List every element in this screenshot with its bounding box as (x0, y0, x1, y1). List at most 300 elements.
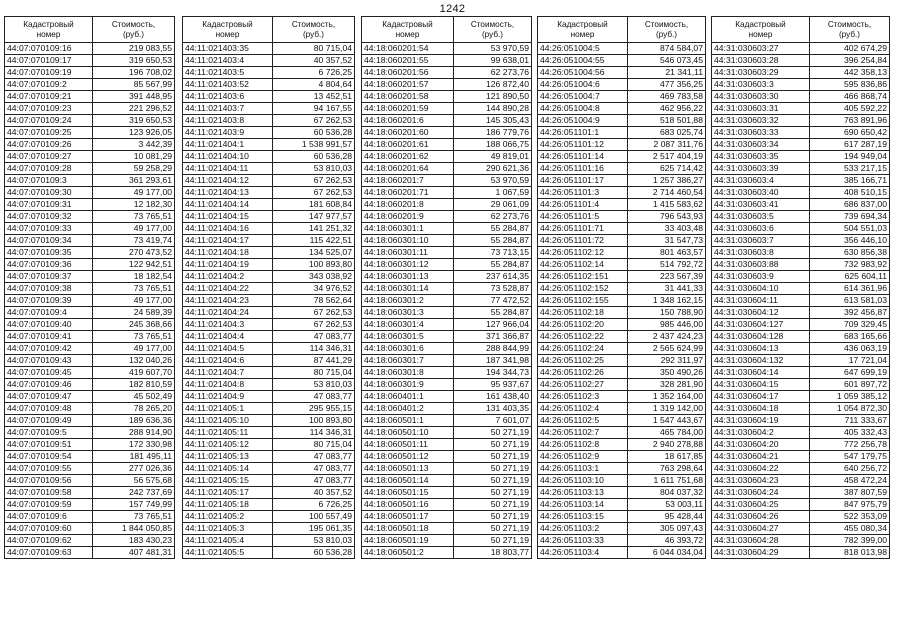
value-cell: 739 694,34 (810, 211, 890, 223)
value-cell: 53 810,03 (273, 379, 355, 391)
value-cell: 469 783,58 (628, 91, 706, 103)
table-row (362, 415, 532, 427)
cadastral-number-cell: 44:18:060501:17 (362, 511, 454, 523)
cadastral-number-cell: 44:07:070109:35 (5, 247, 93, 259)
cadastral-number-cell: 44:07:070109:48 (5, 403, 93, 415)
cadastral-number-cell: 44:18:060301:6 (362, 343, 454, 355)
table-row (538, 283, 706, 295)
header-value-line2: (руб.) (302, 29, 325, 39)
cadastral-number-cell: 44:18:060201:59 (362, 103, 454, 115)
table-row (5, 547, 175, 559)
cadastral-number-cell: 44:11:021403:35 (183, 43, 273, 55)
cadastral-number-cell: 44:11:021405:18 (183, 499, 273, 511)
table-header-row (712, 17, 890, 43)
table-row (712, 235, 890, 247)
value-cell: 87 441,29 (273, 355, 355, 367)
value-cell: 221 296,52 (93, 103, 175, 115)
cadastral-number-cell: 44:26:051102:25 (538, 355, 628, 367)
table-row (183, 463, 355, 475)
cadastral-number-cell: 44:11:021404:7 (183, 367, 273, 379)
table-row (712, 103, 890, 115)
cadastral-number-cell: 44:31:030603:4 (712, 175, 810, 187)
value-cell: 547 179,75 (810, 451, 890, 463)
header-value-line2: (руб.) (655, 29, 678, 39)
value-cell: 49 177,00 (93, 295, 175, 307)
table-row (538, 127, 706, 139)
value-cell: 67 262,53 (273, 175, 355, 187)
value-cell: 595 836,86 (810, 79, 890, 91)
value-cell: 625 604,11 (810, 271, 890, 283)
table-row (183, 247, 355, 259)
cadastral-number-cell: 44:31:030603:39 (712, 163, 810, 175)
table-row (5, 439, 175, 451)
table-row (5, 319, 175, 331)
table-row (362, 115, 532, 127)
table-row (538, 187, 706, 199)
value-cell: 47 083,77 (273, 451, 355, 463)
table-row (5, 199, 175, 211)
cadastral-number-cell: 44:11:021405:1 (183, 403, 273, 415)
cadastral-number-cell: 44:31:030604:20 (712, 439, 810, 451)
cadastral-number-cell: 44:18:060401:1 (362, 391, 454, 403)
table-row (538, 43, 706, 55)
table-row (712, 223, 890, 235)
cadastral-number-cell: 44:26:051004:8 (538, 103, 628, 115)
table-row (362, 103, 532, 115)
value-cell: 195 061,35 (273, 523, 355, 535)
cadastral-number-cell: 44:07:070109:45 (5, 367, 93, 379)
cadastral-number-cell: 44:07:070109:34 (5, 235, 93, 247)
table-row (538, 343, 706, 355)
value-cell: 40 357,52 (273, 55, 355, 67)
cadastral-number-cell: 44:31:030604:25 (712, 499, 810, 511)
table-row (538, 115, 706, 127)
table-row (183, 67, 355, 79)
value-cell: 7 601,07 (454, 415, 532, 427)
value-cell: 288 914,90 (93, 427, 175, 439)
value-cell: 13 452,51 (273, 91, 355, 103)
value-cell: 6 044 034,04 (628, 547, 706, 559)
value-cell: 50 271,19 (454, 451, 532, 463)
cadastral-number-cell: 44:07:070109:28 (5, 163, 93, 175)
cadastral-number-cell: 44:07:070109:2 (5, 79, 93, 91)
cadastral-number-cell: 44:07:070109:19 (5, 67, 93, 79)
cadastral-number-cell: 44:18:060201:64 (362, 163, 454, 175)
table-row (5, 163, 175, 175)
cadastral-table-4 (537, 16, 706, 559)
cadastral-number-cell: 44:26:051102:27 (538, 379, 628, 391)
table-body (183, 43, 355, 559)
cadastral-number-cell: 44:18:060201:9 (362, 211, 454, 223)
value-cell: 690 650,42 (810, 127, 890, 139)
cadastral-number-cell: 44:07:070109:30 (5, 187, 93, 199)
value-cell: 114 346,31 (273, 343, 355, 355)
table-row (538, 103, 706, 115)
table-row (362, 247, 532, 259)
cadastral-number-cell: 44:11:021403:8 (183, 115, 273, 127)
value-cell: 126 872,40 (454, 79, 532, 91)
value-cell: 295 955,15 (273, 403, 355, 415)
header-value (810, 17, 890, 43)
table-row (5, 115, 175, 127)
table-row (538, 331, 706, 343)
table-row (712, 295, 890, 307)
page-number: 1242 (439, 3, 466, 15)
cadastral-number-cell: 44:31:030604:29 (712, 547, 810, 559)
value-cell: 95 937,67 (454, 379, 532, 391)
cadastral-number-cell: 44:31:030603:27 (712, 43, 810, 55)
table-row (5, 79, 175, 91)
header-value (273, 17, 355, 43)
value-cell: 194 949,04 (810, 151, 890, 163)
table-row (712, 463, 890, 475)
table-row (5, 43, 175, 55)
cadastral-number-cell: 44:18:060501:11 (362, 439, 454, 451)
cadastral-number-cell: 44:18:060501:18 (362, 523, 454, 535)
cadastral-number-cell: 44:31:030604:2 (712, 427, 810, 439)
value-cell: 2 714 460,54 (628, 187, 706, 199)
value-cell: 134 525,07 (273, 247, 355, 259)
cadastral-number-cell: 44:11:021403:5 (183, 67, 273, 79)
cadastral-number-cell: 44:26:051102:9 (538, 451, 628, 463)
cadastral-number-cell: 44:07:070109:21 (5, 91, 93, 103)
cadastral-number-cell: 44:26:051102:12 (538, 247, 628, 259)
cadastral-number-cell: 44:31:030604:17 (712, 391, 810, 403)
header-number-line1: Кадастровый (23, 19, 74, 29)
cadastral-number-cell: 44:18:060301:8 (362, 367, 454, 379)
value-cell: 188 066,75 (454, 139, 532, 151)
value-cell: 157 749,99 (93, 499, 175, 511)
value-cell: 387 807,59 (810, 487, 890, 499)
cadastral-number-cell: 44:26:051102:22 (538, 331, 628, 343)
table-row (712, 475, 890, 487)
table-row (538, 235, 706, 247)
cadastral-number-cell: 44:31:030604:19 (712, 415, 810, 427)
value-cell: 1 319 142,00 (628, 403, 706, 415)
cadastral-number-cell: 44:26:051103:1 (538, 463, 628, 475)
value-cell: 187 341,98 (454, 355, 532, 367)
cadastral-number-cell: 44:18:060301:3 (362, 307, 454, 319)
table-row (538, 199, 706, 211)
value-cell: 640 256,72 (810, 463, 890, 475)
table-row (362, 55, 532, 67)
value-cell: 67 262,53 (273, 115, 355, 127)
value-cell: 350 490,26 (628, 367, 706, 379)
table-row (362, 511, 532, 523)
table-row (5, 271, 175, 283)
cadastral-number-cell: 44:26:051102:3 (538, 391, 628, 403)
header-number-line2: номер (395, 29, 420, 39)
value-cell: 73 765,51 (93, 211, 175, 223)
table-header-row (362, 17, 532, 43)
table-row (538, 427, 706, 439)
cadastral-number-cell: 44:31:030604:10 (712, 283, 810, 295)
table-row (538, 91, 706, 103)
cadastral-number-cell: 44:26:051102:152 (538, 283, 628, 295)
value-cell: 85 567,99 (93, 79, 175, 91)
cadastral-number-cell: 44:07:070109:38 (5, 283, 93, 295)
value-cell: 49 177,00 (93, 223, 175, 235)
table-row (538, 175, 706, 187)
value-cell: 122 942,51 (93, 259, 175, 271)
cadastral-number-cell: 44:11:021404:16 (183, 223, 273, 235)
value-cell: 95 428,44 (628, 511, 706, 523)
header-value-line1: Стоимость, (827, 19, 872, 29)
value-cell: 60 536,28 (273, 151, 355, 163)
table-row (183, 379, 355, 391)
value-cell: 55 284,87 (454, 223, 532, 235)
header-value-line1: Стоимость, (470, 19, 515, 29)
table-row (538, 259, 706, 271)
cadastral-number-cell: 44:26:051103:4 (538, 547, 628, 559)
table-row (5, 139, 175, 151)
value-cell: 60 536,28 (273, 127, 355, 139)
cadastral-number-cell: 44:11:021404:14 (183, 199, 273, 211)
table-row (5, 403, 175, 415)
table-row (5, 175, 175, 187)
table-row (362, 67, 532, 79)
value-cell: 1 611 751,68 (628, 475, 706, 487)
table-row (183, 451, 355, 463)
table-row (5, 343, 175, 355)
value-cell: 818 013,98 (810, 547, 890, 559)
cadastral-number-cell: 44:07:070109:6 (5, 511, 93, 523)
cadastral-number-cell: 44:07:070109:62 (5, 535, 93, 547)
value-cell: 147 977,57 (273, 211, 355, 223)
cadastral-number-cell: 44:07:070109:55 (5, 463, 93, 475)
table-row (362, 523, 532, 535)
table-row (183, 187, 355, 199)
cadastral-number-cell: 44:07:070109:5 (5, 427, 93, 439)
value-cell: 408 510,15 (810, 187, 890, 199)
cadastral-number-cell: 44:26:051103:13 (538, 487, 628, 499)
cadastral-number-cell: 44:07:070109:63 (5, 547, 93, 559)
header-number-line1: Кадастровый (382, 19, 433, 29)
value-cell: 183 430,23 (93, 535, 175, 547)
table-row (183, 235, 355, 247)
value-cell: 405 592,22 (810, 103, 890, 115)
cadastral-number-cell: 44:07:070109:24 (5, 115, 93, 127)
table-row (5, 379, 175, 391)
value-cell: 24 589,39 (93, 307, 175, 319)
cadastral-number-cell: 44:31:030603:28 (712, 55, 810, 67)
table-row (538, 151, 706, 163)
cadastral-number-cell: 44:26:051102:24 (538, 343, 628, 355)
cadastral-number-cell: 44:18:060501:16 (362, 499, 454, 511)
cadastral-number-cell: 44:31:030604:18 (712, 403, 810, 415)
value-cell: 686 837,00 (810, 199, 890, 211)
table-body (712, 43, 890, 559)
cadastral-number-cell: 44:18:060501:12 (362, 451, 454, 463)
table-row (538, 139, 706, 151)
value-cell: 466 868,74 (810, 91, 890, 103)
value-cell: 1 348 162,15 (628, 295, 706, 307)
table-row (5, 211, 175, 223)
cadastral-number-cell: 44:07:070109:40 (5, 319, 93, 331)
value-cell: 1 547 443,67 (628, 415, 706, 427)
value-cell: 131 403,35 (454, 403, 532, 415)
table-row (712, 523, 890, 535)
cadastral-number-cell: 44:31:030604:12 (712, 307, 810, 319)
value-cell: 625 714,42 (628, 163, 706, 175)
table-row (183, 223, 355, 235)
cadastral-number-cell: 44:07:070109:58 (5, 487, 93, 499)
cadastral-number-cell: 44:31:030604:11 (712, 295, 810, 307)
cadastral-number-cell: 44:07:070109:31 (5, 199, 93, 211)
table-row (183, 403, 355, 415)
value-cell: 21 341,11 (628, 67, 706, 79)
cadastral-number-cell: 44:11:021404:24 (183, 307, 273, 319)
cadastral-number-cell: 44:18:060301:2 (362, 295, 454, 307)
cadastral-number-cell: 44:26:051101:16 (538, 163, 628, 175)
cadastral-number-cell: 44:07:070109:60 (5, 523, 93, 535)
cadastral-number-cell: 44:07:070109:46 (5, 379, 93, 391)
table-row (183, 487, 355, 499)
value-cell: 288 844,99 (454, 343, 532, 355)
table-row (362, 235, 532, 247)
table-row (362, 163, 532, 175)
value-cell: 683 025,74 (628, 127, 706, 139)
table-row (362, 127, 532, 139)
value-cell: 343 038,92 (273, 271, 355, 283)
table-row (538, 79, 706, 91)
cadastral-number-cell: 44:31:030603:3 (712, 79, 810, 91)
cadastral-number-cell: 44:11:021404:10 (183, 151, 273, 163)
value-cell: 305 097,43 (628, 523, 706, 535)
value-cell: 150 788,90 (628, 307, 706, 319)
cadastral-number-cell: 44:07:070109:56 (5, 475, 93, 487)
cadastral-number-cell: 44:26:051101:12 (538, 139, 628, 151)
cadastral-number-cell: 44:11:021405:12 (183, 439, 273, 451)
table-row (538, 307, 706, 319)
cadastral-number-cell: 44:07:070109:26 (5, 139, 93, 151)
cadastral-number-cell: 44:26:051102:8 (538, 439, 628, 451)
header-cadastral-number (362, 17, 454, 43)
value-cell: 477 356,25 (628, 79, 706, 91)
cadastral-number-cell: 44:26:051101:1 (538, 127, 628, 139)
value-cell: 601 897,72 (810, 379, 890, 391)
table-header-row (183, 17, 355, 43)
table-row (5, 487, 175, 499)
cadastral-number-cell: 44:26:051102:20 (538, 319, 628, 331)
value-cell: 73 765,51 (93, 511, 175, 523)
value-cell: 804 037,32 (628, 487, 706, 499)
cadastral-number-cell: 44:11:021405:3 (183, 523, 273, 535)
cadastral-number-cell: 44:18:060301:14 (362, 283, 454, 295)
value-cell: 55 284,87 (454, 235, 532, 247)
table-row (183, 523, 355, 535)
value-cell: 100 893,80 (273, 259, 355, 271)
table-row (362, 211, 532, 223)
value-cell: 546 073,45 (628, 55, 706, 67)
cadastral-number-cell: 44:07:070109:27 (5, 151, 93, 163)
table-row (183, 367, 355, 379)
table-row (5, 535, 175, 547)
table-row (712, 535, 890, 547)
value-cell: 56 575,68 (93, 475, 175, 487)
table-row (538, 415, 706, 427)
cadastral-number-cell: 44:26:051102:26 (538, 367, 628, 379)
value-cell: 47 083,77 (273, 475, 355, 487)
cadastral-number-cell: 44:18:060301:11 (362, 247, 454, 259)
table-row (183, 283, 355, 295)
table-row (712, 115, 890, 127)
table-row (362, 475, 532, 487)
value-cell: 319 650,53 (93, 115, 175, 127)
value-cell: 514 792,72 (628, 259, 706, 271)
value-cell: 462 956,22 (628, 103, 706, 115)
header-number-line2: номер (748, 29, 773, 39)
table-row (183, 211, 355, 223)
cadastral-number-cell: 44:31:030604:28 (712, 535, 810, 547)
table-row (712, 367, 890, 379)
header-cadastral-number (5, 17, 93, 43)
cadastral-number-cell: 44:26:051102:14 (538, 259, 628, 271)
cadastral-number-cell: 44:26:051101:5 (538, 211, 628, 223)
cadastral-number-cell: 44:26:051004:55 (538, 55, 628, 67)
table-row (183, 307, 355, 319)
table-row (5, 307, 175, 319)
cadastral-number-cell: 44:18:060201:6 (362, 115, 454, 127)
table-row (5, 223, 175, 235)
cadastral-number-cell: 44:31:030604:128 (712, 331, 810, 343)
cadastral-number-cell: 44:26:051102:7 (538, 427, 628, 439)
header-value-line2: (руб.) (481, 29, 504, 39)
cadastral-number-cell: 44:18:060501:10 (362, 427, 454, 439)
table-row (538, 223, 706, 235)
cadastral-number-cell: 44:18:060301:4 (362, 319, 454, 331)
cadastral-number-cell: 44:31:030604:21 (712, 451, 810, 463)
table-row (712, 247, 890, 259)
cadastral-number-cell: 44:07:070109:41 (5, 331, 93, 343)
cadastral-number-cell: 44:11:021405:2 (183, 511, 273, 523)
value-cell: 709 329,45 (810, 319, 890, 331)
cadastral-number-cell: 44:31:030603:31 (712, 103, 810, 115)
cadastral-number-cell: 44:31:030603:9 (712, 271, 810, 283)
value-cell: 77 472,52 (454, 295, 532, 307)
value-cell: 2 940 278,88 (628, 439, 706, 451)
table-row (712, 199, 890, 211)
table-row (712, 547, 890, 559)
table-row (183, 55, 355, 67)
table-row (5, 235, 175, 247)
cadastral-number-cell: 44:18:060401:2 (362, 403, 454, 415)
value-cell: 49 177,00 (93, 343, 175, 355)
cadastral-number-cell: 44:18:060201:71 (362, 187, 454, 199)
value-cell: 504 551,03 (810, 223, 890, 235)
value-cell: 847 975,79 (810, 499, 890, 511)
value-cell: 45 502,49 (93, 391, 175, 403)
table-row (362, 487, 532, 499)
value-cell: 73 419,74 (93, 235, 175, 247)
cadastral-number-cell: 44:07:070109:3 (5, 175, 93, 187)
value-cell: 47 083,77 (273, 331, 355, 343)
cadastral-number-cell: 44:18:060201:8 (362, 199, 454, 211)
value-cell: 522 353,09 (810, 511, 890, 523)
value-cell: 62 273,76 (454, 67, 532, 79)
cadastral-number-cell: 44:26:051103:2 (538, 523, 628, 535)
table-row (712, 283, 890, 295)
table-row (5, 331, 175, 343)
value-cell: 732 983,92 (810, 259, 890, 271)
header-number-line2: номер (570, 29, 595, 39)
cadastral-number-cell: 44:18:060501:2 (362, 547, 454, 559)
header-number-line1: Кадастровый (735, 19, 786, 29)
cadastral-number-cell: 44:26:051004:6 (538, 79, 628, 91)
value-cell: 127 966,04 (454, 319, 532, 331)
header-cadastral-number (183, 17, 273, 43)
cadastral-number-cell: 44:31:030603:41 (712, 199, 810, 211)
